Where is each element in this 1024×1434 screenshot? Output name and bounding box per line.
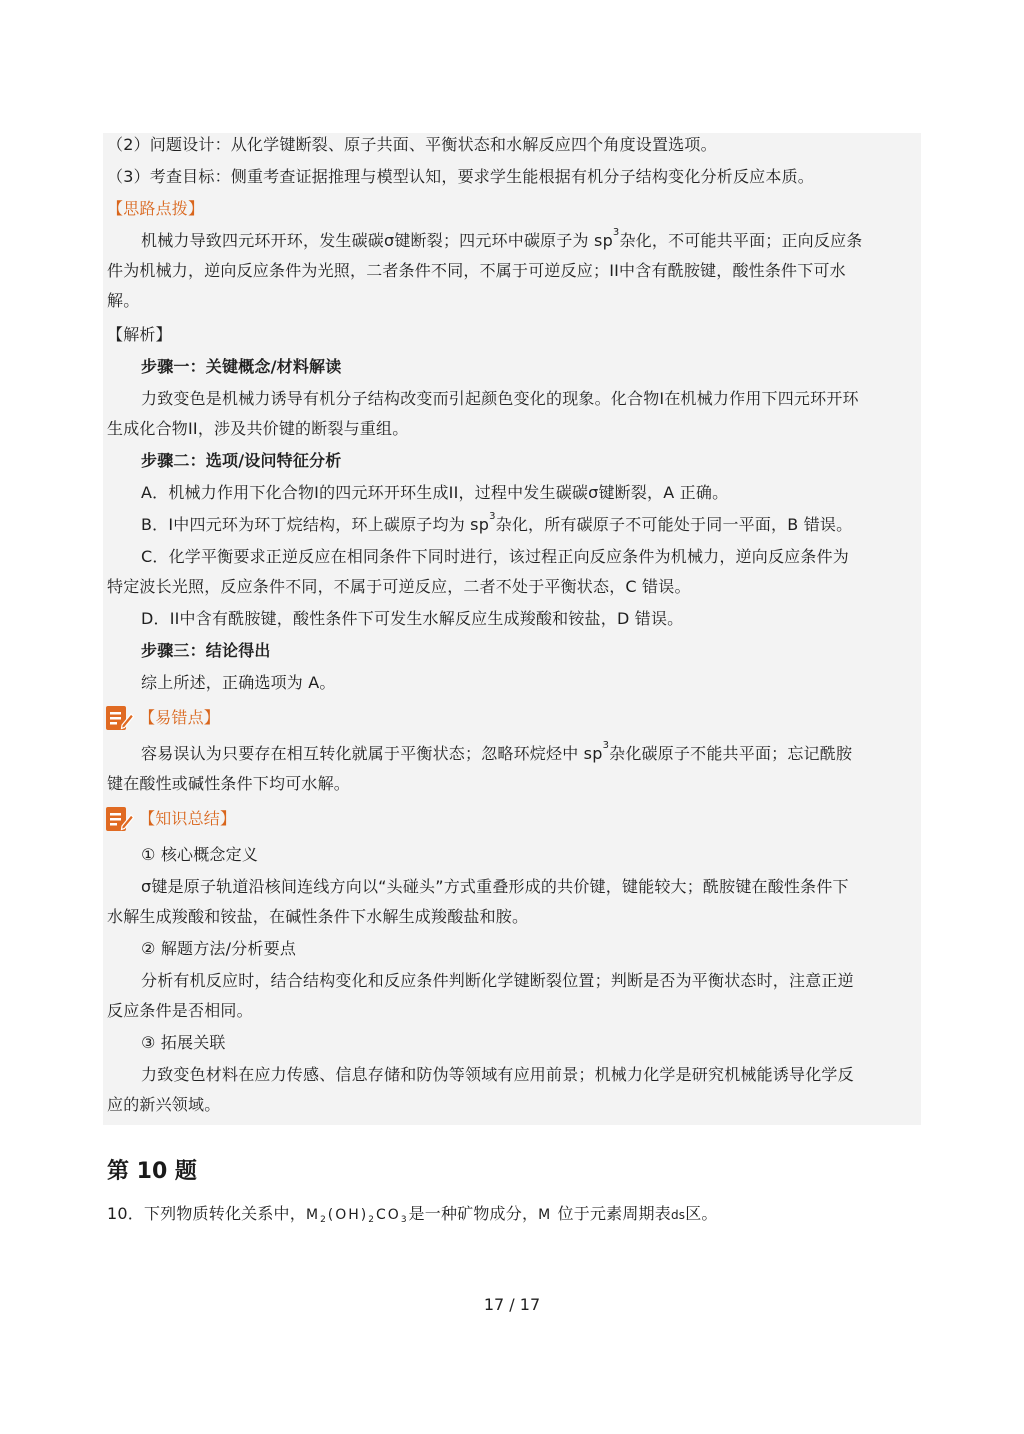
- conclusion: 综上所述，正确选项为 A。: [141, 673, 336, 692]
- option-c: 特定波长光照，反应条件不同，不属于可逆反应，二者不处于平衡状态，C 错误。: [107, 577, 691, 596]
- text-line: （2）问题设计：从化学键断裂、原子共面、平衡状态和水解反应四个角度设置选项。: [107, 135, 717, 154]
- option-b: B．I中四元环为环丁烷结构，环上碳原子均为 $sp^3$杂化，所有碳原子不可能处于同一平面，B 错误。: [141, 511, 853, 534]
- option-c: C．化学平衡要求正逆反应在相同条件下同时进行，该过程正向反应条件为机械力，逆向反应条件为: [141, 547, 849, 566]
- mistake-paragraph: 容易误认为只要存在相互转化就属于平衡状态；忽略环烷烃中 $sp^3$杂化碳原子不能共平面；忘记酰胺: [141, 740, 853, 763]
- summary-paragraph: σ键是原子轨道沿核间连线方向以“头碰头”方式重叠形成的共价键，键能较大；酰胺键在酸性条件下: [141, 877, 849, 896]
- step-heading: 步骤三：结论得出: [141, 641, 271, 660]
- step-heading: 步骤一：关键概念/材料解读: [141, 357, 342, 376]
- summary-paragraph: 应的新兴领域。: [107, 1095, 221, 1114]
- summary-paragraph: 力致变色材料在应力传感、信息存储和防伪等领域有应用前景；机械力化学是研究机械能诱导化学反: [141, 1065, 854, 1084]
- hint-paragraph: 件为机械力，逆向反应条件为光照，二者条件不同，不属于可逆反应；II中含有酰胺键，酸性条件下可水: [107, 261, 846, 280]
- question-stem: 10．下列物质转化关系中，$M_2(OH)_2CO_3$是一种矿物成分，M 位于元素周期表ds区。: [107, 1204, 718, 1225]
- summary-paragraph: 水解生成羧酸和铵盐，在碱性条件下水解生成羧酸盐和胺。: [107, 907, 529, 926]
- summary-paragraph: 反应条件是否相同。: [107, 1001, 253, 1020]
- page-number: 17 / 17: [483, 1295, 541, 1314]
- hint-heading: 【思路点拨】: [107, 199, 205, 218]
- step-heading: 步骤二：选项/设问特征分析: [141, 451, 342, 470]
- chemical-formula: $M_2(OH)_2CO_3$: [305, 1207, 409, 1225]
- analysis-heading: 【解析】: [107, 325, 172, 344]
- mistake-paragraph: 键在酸性或碱性条件下均可水解。: [107, 774, 351, 793]
- note-pencil-icon: [104, 804, 134, 834]
- summary-paragraph: 分析有机反应时，结合结构变化和反应条件判断化学键断裂位置；判断是否为平衡状态时，注意正逆: [141, 971, 854, 990]
- note-pencil-icon: [104, 703, 134, 733]
- summary-subheading: ② 解题方法/分析要点: [141, 939, 297, 958]
- text-line: （3）考查目标：侧重考查证据推理与模型认知，要求学生能根据有机分子结构变化分析反应本质。: [107, 167, 814, 186]
- hint-paragraph: 解。: [107, 291, 140, 310]
- hint-paragraph: 机械力导致四元环开环，发生碳碳σ键断裂；四元环中碳原子为 $sp^3$杂化，不可能共平面；正向反应条: [141, 227, 863, 250]
- option-a: A．机械力作用下化合物I的四元环开环生成II，过程中发生碳碳σ键断裂，A 正确。: [141, 483, 729, 502]
- summary-heading: 【知识总结】: [139, 809, 237, 828]
- mistake-heading: 【易错点】: [139, 708, 221, 727]
- step-paragraph: 生成化合物II，涉及共价键的断裂与重组。: [107, 419, 409, 438]
- step-paragraph: 力致变色是机械力诱导有机分子结构改变而引起颜色变化的现象。化合物I在机械力作用下四元环开环: [141, 389, 859, 408]
- option-d: D．II中含有酰胺键，酸性条件下可发生水解反应生成羧酸和铵盐，D 错误。: [141, 609, 684, 628]
- summary-subheading: ① 核心概念定义: [141, 845, 259, 864]
- summary-subheading: ③ 拓展关联: [141, 1033, 226, 1052]
- question-title: 第 10 题: [107, 1159, 197, 1184]
